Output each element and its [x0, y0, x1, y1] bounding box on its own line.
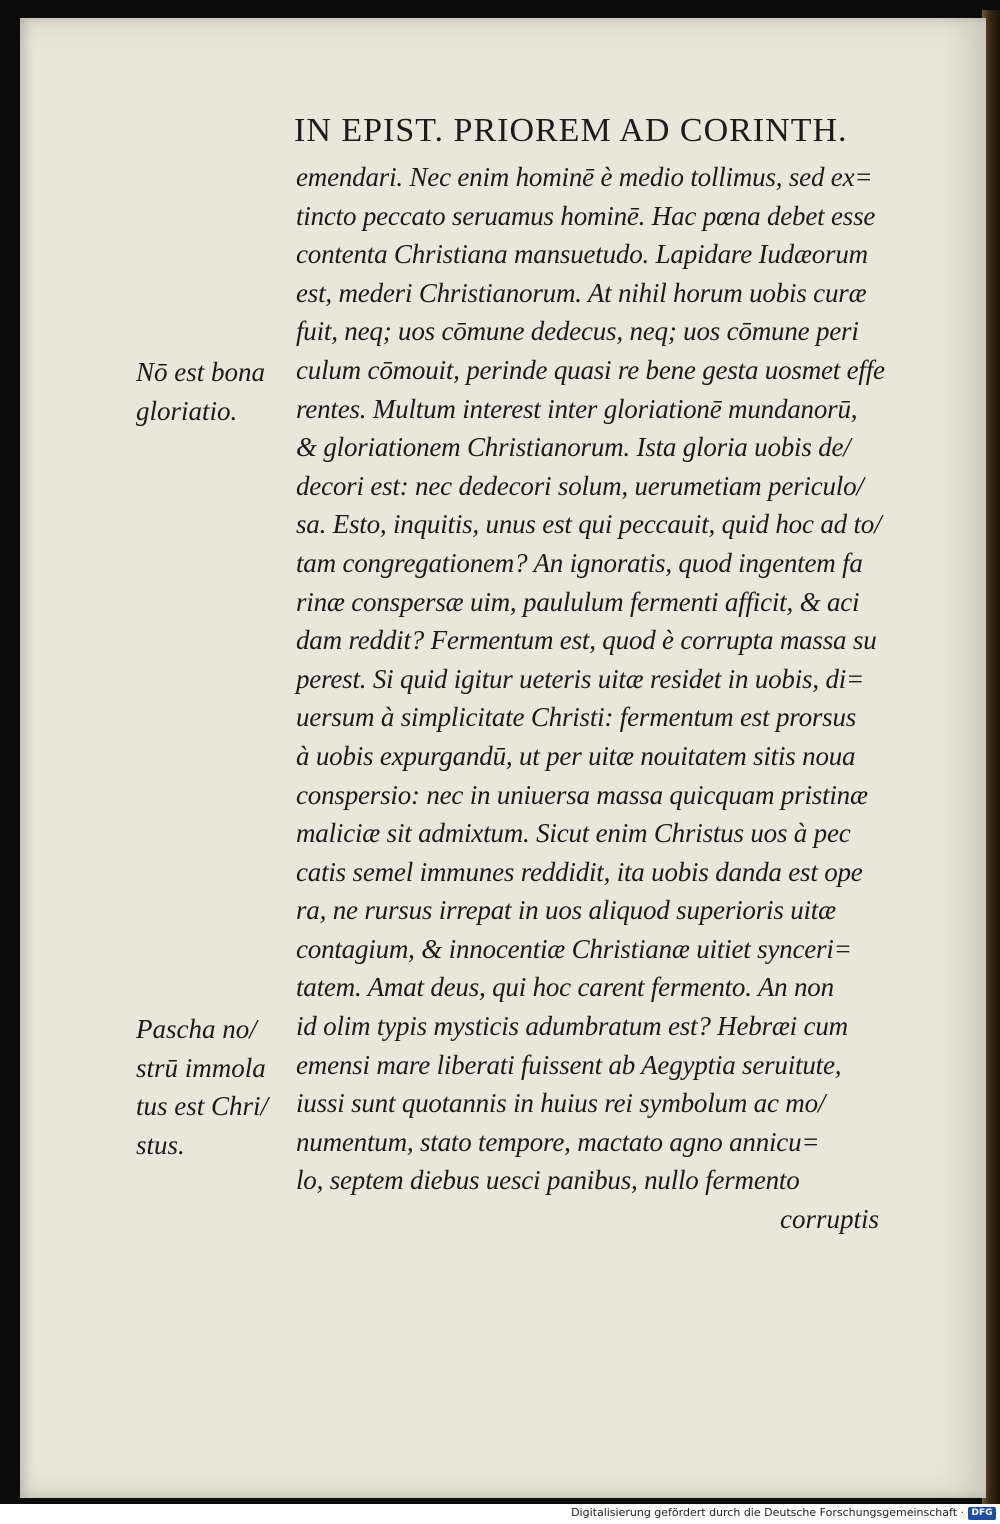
body-line: contagium, & innocentiæ Christianæ uitiet synceri=	[296, 933, 852, 964]
body-line: rinæ conspersæ uim, paululum fermenti afficit, & aci	[296, 586, 860, 617]
marginal-line: strū immola	[136, 1052, 266, 1083]
body-line: est, mederi Christianorum. At nihil horum uobis curæ	[296, 277, 867, 308]
body-line: id olim typis mysticis adumbratum est? Hebræi cum	[296, 1011, 848, 1042]
body-line: emensi mare liberati fuissent ab Aegyptia seruitute,	[296, 1049, 842, 1080]
marginal-line: Pascha no/	[136, 1014, 257, 1044]
body-line: catis semel immunes reddidit, ita uobis danda est ope	[296, 856, 863, 887]
body-line: contenta Christiana mansuetudo. Lapidare Iudæorum	[296, 239, 868, 270]
body-line: perest. Si quid igitur ueteris uitæ residet in uobis, di=	[296, 663, 865, 694]
body-line: à uobis expurgandū, ut per uitæ nouitatem sitis noua	[296, 740, 856, 771]
running-head: IN EPIST. PRIOREM AD CORINTH.	[294, 112, 848, 149]
body-line: tam congregationem? An ignoratis, quod ingentem fa	[296, 547, 863, 578]
marginal-line: stus.	[136, 1129, 185, 1160]
marginal-line: gloriatio.	[136, 395, 238, 426]
body-line: numentum, stato tempore, mactato agno annicu=	[296, 1126, 820, 1157]
body-line: dam reddit? Fermentum est, quod è corrupta massa su	[296, 625, 877, 656]
marginal-note-pascha	[136, 1010, 286, 1164]
footer-credit: Digitalisierung gefördert durch die Deutsche Forschungsgemeinschaft ·	[571, 1506, 964, 1519]
marginal-line: tus est Chri/	[136, 1091, 269, 1122]
body-line: fuit, neq; uos cōmune dedecus, neq; uos cōmune peri	[296, 316, 859, 347]
dfg-logo: DFG	[968, 1507, 996, 1520]
body-line: tincto peccato seruamus hominē. Hac pœna debet esse	[296, 200, 876, 231]
footer-bar	[0, 1504, 1000, 1524]
body-text	[296, 158, 936, 1200]
marginal-note-gloriatio	[136, 353, 286, 430]
body-line: rentes. Multum interest inter gloriationē mundanorū,	[296, 393, 858, 424]
body-line: lo, septem diebus uesci panibus, nullo fermento	[296, 1165, 800, 1196]
body-line: uersum à simplicitate Christi: fermentum est prorsus	[296, 702, 857, 733]
body-line: iussi sunt quotannis in huius rei symbolum ac mo/	[296, 1088, 826, 1119]
body-line: conspersio: nec in uniuersa massa quicquam pristinæ	[296, 779, 868, 810]
body-line: tatem. Amat deus, qui hoc carent fermento. An non	[296, 972, 834, 1003]
body-line: sa. Esto, inquitis, unus est qui peccauit, quid hoc ad to/	[296, 509, 882, 540]
marginal-line: Nō est bona	[136, 357, 266, 387]
catchword: corruptis	[780, 1204, 880, 1234]
body-line: emendari. Nec enim hominē è medio tollimus, sed ex=	[296, 162, 873, 192]
body-line: culum cōmouit, perinde quasi re bene gesta uosmet effe	[296, 354, 885, 385]
body-line: maliciæ sit admixtum. Sicut enim Christus uos à pec	[296, 818, 851, 849]
body-line: & gloriationem Christianorum. Ista gloria uobis de/	[296, 432, 851, 463]
body-line: ra, ne rursus irrepat in uos aliquod superioris uitæ	[296, 895, 836, 926]
body-line: decori est: nec dedecori solum, uerumetiam periculo/	[296, 470, 864, 501]
